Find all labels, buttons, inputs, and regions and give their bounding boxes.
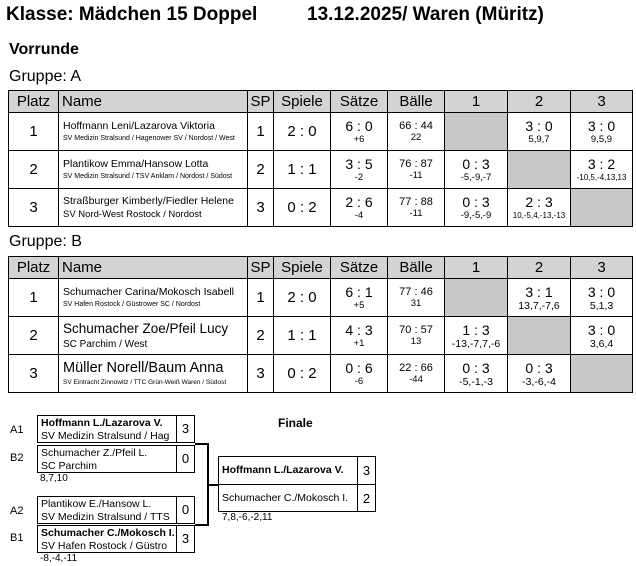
baelle-cell	[388, 151, 445, 189]
baelle-diff: 22	[410, 131, 422, 143]
result-details: 3,6,4	[589, 337, 614, 350]
result-self	[571, 189, 633, 227]
col-sp: SP	[248, 91, 274, 113]
seed-label: B1	[10, 532, 24, 544]
result-cell	[508, 355, 571, 393]
club-name: SV Eintracht Zinnowitz / TTC Grün-Weiß Waren / Südost	[63, 379, 227, 386]
col-sp: SP	[248, 257, 274, 279]
result-score: 3 : 1	[525, 283, 553, 300]
table-header-row	[9, 257, 633, 279]
result-cell	[571, 113, 633, 151]
saetze-value: 4 : 3	[345, 321, 373, 338]
col-spiele: Spiele	[274, 257, 331, 279]
sp-cell: 1	[248, 113, 274, 151]
name-cell	[59, 355, 248, 393]
team-score: 2	[357, 484, 375, 511]
spiele-cell: 2 : 0	[274, 113, 331, 151]
sp-cell: 2	[248, 317, 274, 355]
table-row	[9, 151, 633, 189]
saetze-value: 6 : 1	[345, 283, 373, 300]
bracket-entry	[37, 525, 195, 553]
baelle-diff: -11	[409, 207, 423, 219]
platz-cell: 3	[9, 189, 59, 227]
team-club: SV Hafen Rostock / Güstro	[41, 540, 168, 552]
name-cell	[59, 151, 248, 189]
saetze-diff: -2	[354, 171, 364, 183]
team-score: 0	[176, 497, 194, 523]
result-cell	[508, 113, 571, 151]
team-score: 3	[357, 457, 375, 484]
saetze-diff: +5	[353, 299, 365, 311]
result-cell	[508, 189, 571, 227]
result-score: 3 : 0	[587, 321, 616, 338]
result-self	[508, 317, 571, 355]
team-club: SV Medizin Stralsund / Hag	[41, 430, 170, 442]
saetze-diff: +1	[353, 337, 365, 349]
spiele-cell: 1 : 1	[274, 317, 331, 355]
saetze-cell	[331, 355, 388, 393]
sp-cell: 1	[248, 279, 274, 317]
baelle-diff: -11	[409, 169, 423, 181]
result-details: 13,7,-7,6	[518, 299, 560, 312]
result-cell	[445, 355, 508, 393]
result-self	[445, 279, 508, 317]
col-name: Name	[59, 257, 248, 279]
result-score: 3 : 0	[587, 117, 616, 134]
result-details: 10,-5,4,-13,-13	[512, 211, 566, 220]
result-self	[445, 113, 508, 151]
group-a-title: Gruppe: A	[9, 68, 82, 85]
match-result: 8,7,10	[40, 473, 68, 484]
sp-cell: 3	[248, 189, 274, 227]
club-name: SV Medizin Stralsund / TSV Anklam / Nordost / Südost	[63, 173, 233, 180]
result-cell	[445, 317, 508, 355]
pair-name: Schumacher Carina/Mokosch Isabell	[63, 286, 234, 298]
table-row	[9, 189, 633, 227]
result-score: 3 : 0	[525, 117, 553, 134]
col-baelle: Bälle	[388, 257, 445, 279]
col-platz: Platz	[9, 257, 59, 279]
col-name: Name	[59, 91, 248, 113]
spiele-cell: 2 : 0	[274, 279, 331, 317]
baelle-value: 22 : 66	[399, 361, 433, 374]
team-score: 3	[176, 416, 194, 442]
final-result: 7,8,-6,-2,11	[222, 512, 273, 523]
result-cell	[508, 279, 571, 317]
saetze-cell	[331, 113, 388, 151]
name-cell	[59, 189, 248, 227]
spiele-cell: 0 : 2	[274, 355, 331, 393]
baelle-cell	[388, 279, 445, 317]
team-score: 0	[176, 446, 194, 472]
team-club: SV Medizin Stralsund / TTS	[41, 511, 170, 523]
pair-name: Plantikow Emma/Hansow Lotta	[63, 158, 209, 170]
bracket-entry	[37, 445, 195, 473]
result-score: 3 : 0	[587, 283, 616, 300]
baelle-diff: 13	[410, 335, 422, 347]
saetze-diff: +6	[353, 133, 365, 145]
team-name: Hoffmann L./Lazarova V.	[222, 464, 344, 476]
baelle-cell	[388, 317, 445, 355]
baelle-cell	[388, 355, 445, 393]
table-row	[9, 355, 633, 393]
club-name: SV Nord-West Rostock / Nordost	[63, 208, 202, 220]
saetze-diff: -6	[354, 375, 364, 387]
col-3: 3	[571, 91, 633, 113]
result-score: 1 : 3	[462, 321, 490, 338]
result-details: -3,-6,-4	[522, 375, 556, 388]
pair-name: Hoffmann Leni/Lazarova Viktoria	[63, 120, 215, 132]
result-details: 5,1,3	[589, 299, 614, 312]
platz-cell: 2	[9, 317, 59, 355]
saetze-value: 6 : 0	[345, 117, 373, 134]
team-name: Schumacher Z./Pfeil L.	[41, 447, 148, 459]
round-label: Vorrunde	[9, 41, 79, 58]
result-score: 2 : 3	[525, 194, 553, 210]
team-club: SC Parchim	[41, 460, 98, 472]
match-result: -8,-4,-11	[40, 553, 78, 564]
table-header-row	[9, 91, 633, 113]
result-cell	[445, 189, 508, 227]
saetze-value: 2 : 6	[345, 193, 373, 210]
group-a-table	[8, 90, 633, 227]
team-name: Schumacher C./Mokosch I.	[41, 527, 175, 539]
pair-name: Straßburger Kimberly/Fiedler Helene	[63, 194, 234, 207]
group-b-title: Gruppe: B	[9, 233, 82, 250]
baelle-value: 76 : 87	[399, 157, 433, 170]
team-name: Plantikow E./Hansow L.	[41, 498, 152, 510]
seed-label: A2	[10, 505, 24, 517]
col-2: 2	[508, 91, 571, 113]
saetze-diff: -4	[354, 209, 364, 221]
platz-cell: 1	[9, 113, 59, 151]
bracket-entry	[37, 415, 195, 443]
baelle-diff: -44	[409, 373, 423, 385]
name-cell	[59, 317, 248, 355]
col-saetze: Sätze	[331, 257, 388, 279]
col-platz: Platz	[9, 91, 59, 113]
club-name: SV Medizin Stralsund / Hagenower SV / Nordost / West	[63, 135, 235, 142]
col-baelle: Bälle	[388, 91, 445, 113]
result-score: 0 : 3	[462, 155, 490, 172]
date-place: 13.12.2025/ Waren (Müritz)	[307, 4, 544, 25]
seed-label: B2	[10, 452, 24, 464]
result-cell	[571, 151, 633, 189]
final-box	[218, 456, 376, 512]
baelle-value: 77 : 46	[399, 285, 433, 298]
result-self	[571, 355, 633, 393]
table-row	[9, 317, 633, 355]
name-cell	[59, 113, 248, 151]
baelle-value: 70 : 57	[399, 323, 433, 336]
col-saetze: Sätze	[331, 91, 388, 113]
result-details: 9,5,9	[590, 133, 613, 145]
result-details: -10,5,-4,13,13	[576, 173, 627, 182]
col-spiele: Spiele	[274, 91, 331, 113]
result-score: 0 : 3	[462, 359, 490, 376]
result-score: 0 : 3	[525, 359, 553, 376]
bracket-entry	[37, 496, 195, 524]
result-details: -9,-5,-9	[460, 209, 492, 221]
sp-cell: 3	[248, 355, 274, 393]
result-details: -13,-7,7,-6	[451, 337, 501, 350]
baelle-value: 77 : 88	[399, 195, 433, 208]
saetze-cell	[331, 151, 388, 189]
baelle-diff: 31	[410, 297, 422, 309]
col-3: 3	[571, 257, 633, 279]
sp-cell: 2	[248, 151, 274, 189]
seed-label: A1	[10, 424, 24, 436]
baelle-value: 66 : 44	[399, 119, 433, 132]
saetze-cell	[331, 279, 388, 317]
spiele-cell: 0 : 2	[274, 189, 331, 227]
result-cell	[445, 151, 508, 189]
result-score: 3 : 2	[587, 156, 616, 172]
name-cell	[59, 279, 248, 317]
pair-name: Schumacher Zoe/Pfeil Lucy	[63, 320, 229, 336]
team-name: Schumacher C./Mokosch I.	[222, 492, 349, 504]
result-cell	[571, 279, 633, 317]
result-score: 0 : 3	[462, 193, 490, 210]
col-2: 2	[508, 257, 571, 279]
result-details: 5,9,7	[528, 133, 550, 145]
platz-cell: 2	[9, 151, 59, 189]
platz-cell: 1	[9, 279, 59, 317]
baelle-cell	[388, 189, 445, 227]
club-name: SV Hafen Rostock / Güstrower SC / Nordost	[63, 301, 201, 308]
saetze-value: 0 : 6	[345, 359, 373, 376]
result-cell	[571, 317, 633, 355]
result-details: -5,-9,-7	[460, 171, 492, 183]
spiele-cell: 1 : 1	[274, 151, 331, 189]
saetze-cell	[331, 317, 388, 355]
group-b-table	[8, 256, 633, 393]
club-name: SC Parchim / West	[63, 338, 148, 350]
team-score: 3	[176, 526, 194, 552]
result-self	[508, 151, 571, 189]
platz-cell: 3	[9, 355, 59, 393]
divider	[219, 484, 357, 485]
class-title: Klasse: Mädchen 15 Doppel	[6, 4, 258, 25]
saetze-value: 3 : 5	[345, 155, 373, 172]
col-1: 1	[445, 91, 508, 113]
pair-name: Müller Norell/Baum Anna	[63, 360, 224, 376]
table-row	[9, 113, 633, 151]
final-label: Finale	[278, 416, 313, 430]
baelle-cell	[388, 113, 445, 151]
col-1: 1	[445, 257, 508, 279]
team-name: Hoffmann L./Lazarova V.	[41, 417, 163, 429]
result-details: -5,-1,-3	[459, 375, 493, 388]
saetze-cell	[331, 189, 388, 227]
table-row	[9, 279, 633, 317]
